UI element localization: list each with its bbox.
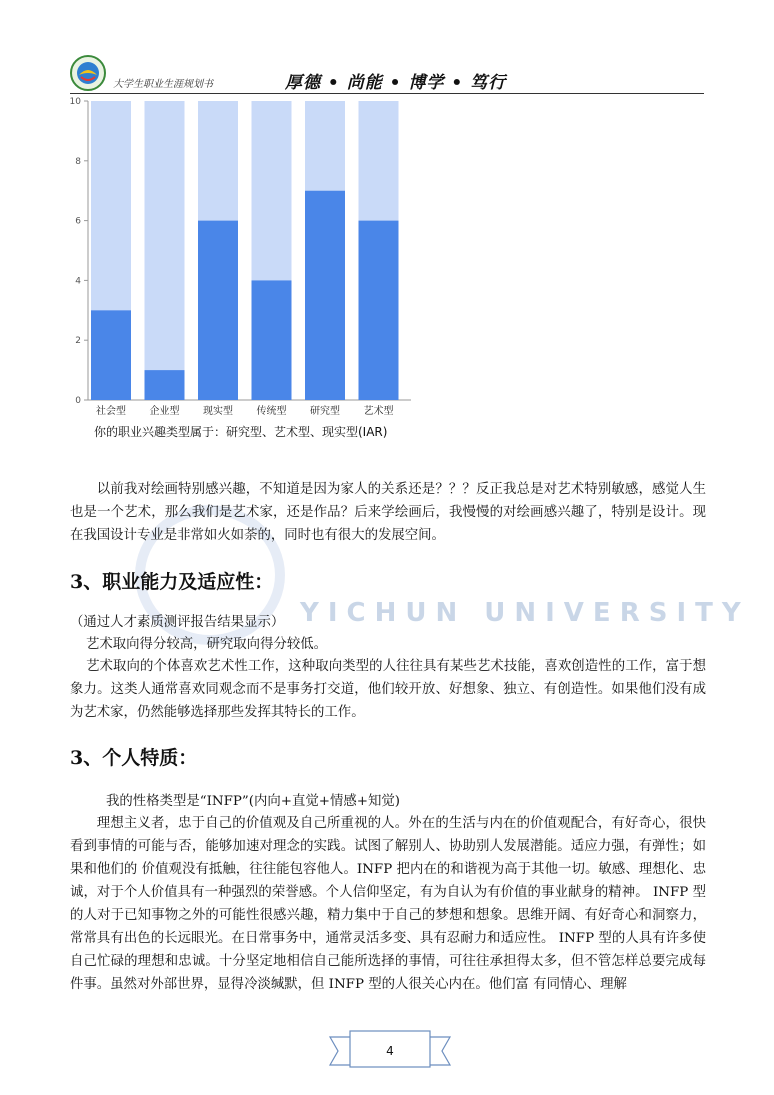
score-summary: 艺术取向得分较高，研究取向得分较低。 <box>86 637 328 652</box>
interest-bar-chart <box>60 95 420 420</box>
header-divider <box>70 93 704 94</box>
section-heading-traits: 3、个人特质： <box>70 747 198 769</box>
x-tick-label: 传统型 <box>256 406 287 417</box>
infp-description-paragraph: 理想主义者，忠于自己的价值观及自己所重视的人。外在的生活与内在的价值观配合，有好奇心，很快看到事情的可能与否，能够加速对理念的实践。试图了解别人、协助别人发展潜能。适应力强，有弹性；如果和他们的 价值观没有抵触，往往能包容他人。INFP 把内在的和谐视为高于其他一切。敏感、理想化、忠诚，对于个人价值具有一种强烈的荣誉感。个人信仰坚定，有为自认为有价值的事业献身的精神。 INFP 型的人对于已知事物之外的可能性很感兴趣，精力集中于自己的梦想和想象。思维开阔、有好奇心和洞察力，常常具有出色的长远眼光。在日常事务中，通常灵活多变、具有忍耐力和适应性。 INFP 型的人具有许多使自己忙碌的理想和忠诚。十分坚定地相信自己能所选择的事情，可往往承担得太多，但不管怎样总要完成每件事。虽然对外部世界，显得冷淡缄默，但 INFP 型的人很关心内在。他们富 有同情心、理解 <box>70 816 706 992</box>
y-tick-label: 10 <box>69 97 81 107</box>
y-tick-label: 8 <box>75 156 81 167</box>
chart-caption: 你的职业兴趣类型属于：研究型、艺术型、现实型(IAR) <box>94 425 388 439</box>
interest-paragraph: 以前我对绘画特别感兴趣，不知道是因为家人的关系还是？？？反正我总是对艺术特别敏感，感觉人生也是一个艺术，那么我们是艺术家，还是作品？后来学绘画后，我慢慢的对绘画感兴趣了，特别是设计。现在我国设计专业是非常如火如荼的，同时也有很大的发展空间。 <box>70 482 706 543</box>
header-motto: 厚德 • 尚能 • 博学 • 笃行 <box>285 73 507 93</box>
bar-value <box>145 370 185 400</box>
bar-value <box>305 191 345 400</box>
bar-remainder <box>198 101 238 221</box>
y-tick-label: 4 <box>75 276 81 287</box>
bar-value <box>359 221 399 400</box>
x-tick-label: 研究型 <box>310 406 340 417</box>
bar-value <box>91 310 131 400</box>
bar-remainder <box>145 101 185 370</box>
bar-value <box>252 280 292 400</box>
y-tick-label: 0 <box>75 396 81 406</box>
x-tick-label: 现实型 <box>203 406 233 417</box>
y-tick-label: 2 <box>75 336 81 347</box>
y-tick-label: 6 <box>75 216 81 227</box>
header-subtitle: 大学生职业生涯规划书 <box>113 79 213 90</box>
bar-remainder <box>91 101 131 310</box>
assessment-note: （通过人才素质测评报告结果显示） <box>70 615 285 630</box>
bar-remainder <box>252 101 292 280</box>
x-tick-label: 企业型 <box>149 406 180 417</box>
bar-remainder <box>305 101 345 191</box>
section-heading-ability: 3、职业能力及适应性： <box>70 571 274 593</box>
bar-value <box>198 221 238 400</box>
x-tick-label: 艺术型 <box>363 406 394 417</box>
watermark-text: YICHUN UNIVERSITY <box>300 598 750 628</box>
artistic-orientation-paragraph: 艺术取向的个体喜欢艺术性工作，这种取向类型的人往往具有某些艺术技能，喜欢创造性的工作，富于想象力。这类人通常喜欢同观念而不是事务打交道，他们较开放、好想象、独立、有创造性。如果他们没有成为艺术家，仍然能够选择那些发挥其特长的工作。 <box>70 659 706 720</box>
x-tick-label: 社会型 <box>96 406 126 417</box>
bar-remainder <box>359 101 399 221</box>
personality-type-line: 我的性格类型是“INFP”(内向+直觉+情感+知觉) <box>106 794 400 809</box>
university-logo <box>70 55 106 91</box>
page-number: 4 <box>386 1044 394 1058</box>
